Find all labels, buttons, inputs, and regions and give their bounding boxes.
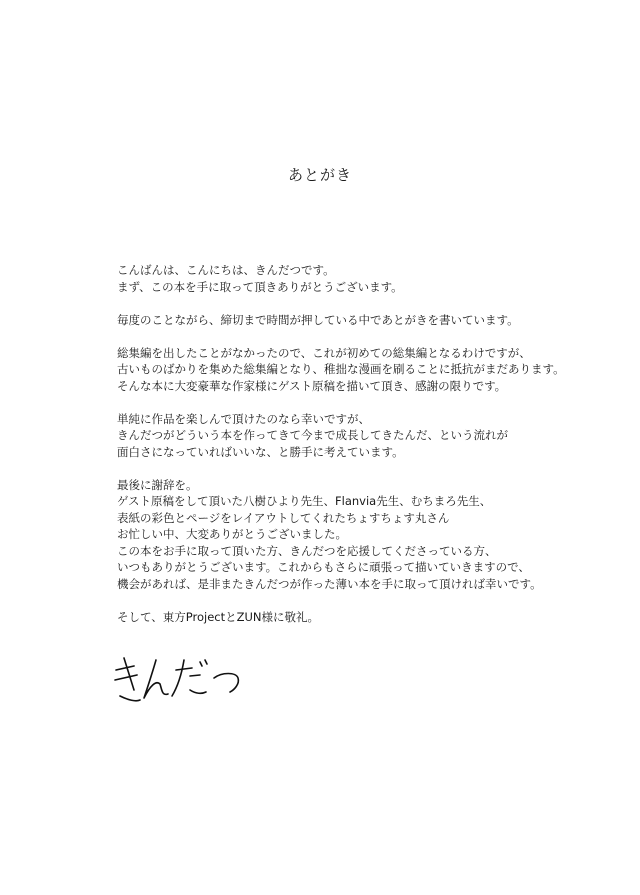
text-line: 表紙の彩色とページをレイアウトしてくれたちょすちょす丸さん xyxy=(117,510,450,525)
signature-drawing xyxy=(112,650,252,720)
text-line: この本をお手に取って頂いた方、きんだつを応援してくださっている方、 xyxy=(117,543,497,558)
paragraph-greeting xyxy=(117,262,617,295)
handwritten-signature xyxy=(112,650,252,720)
text-line: きんだつがどういう本を作ってきて今まで成長してきたんだ、という流れが xyxy=(117,428,508,442)
text-line: 毎度のことながら、締切まで時間が押している中であとがきを書いています。 xyxy=(117,312,519,327)
text-line: いつもありがとうございます。これからもさらに頑張って描いていきますので、 xyxy=(117,560,530,574)
text-line: まず、この本を手に取って頂きありがとうございます。 xyxy=(117,279,403,294)
paragraph-deadline xyxy=(117,312,617,329)
text-line: 面白さになっていればいいな、と勝手に考えています。 xyxy=(117,444,404,459)
page-title: あとがき xyxy=(287,166,352,184)
text-line: 最後に謝辞を。 xyxy=(117,477,198,492)
text-line: ゲスト原稿をして頂いた八樹ひより先生、Flanvia先生、むちまろ先生、 xyxy=(117,494,492,508)
text-line: 機会があれば、是非またきんだつが作った薄い本を手に取って頂ければ幸いです。 xyxy=(117,576,542,591)
text-line: そして、東方ProjectとZUN様に敬礼。 xyxy=(117,609,320,624)
text-line: こんばんは、こんにちは、きんだつです。 xyxy=(117,263,335,277)
text-line: 総集編を出したことがなかったので、これが初めての総集編となるわけですが、 xyxy=(117,345,531,360)
paragraph-compilation xyxy=(117,345,617,395)
paragraph-hope xyxy=(117,411,617,461)
text-line: 古いものばかりを集めた総集編となり、稚拙な漫画を刷ることに抵抗がまだあります。 xyxy=(117,362,565,376)
paragraph-salute xyxy=(117,609,617,626)
text-line: そんな本に大変豪華な作家様にゲスト原稿を描いて頂き、感謝の限りです。 xyxy=(117,378,507,393)
afterword-body xyxy=(117,262,617,642)
text-line: お忙しい中、大変ありがとうございました。 xyxy=(117,527,347,541)
text-line: 単純に作品を楽しんで頂けたのなら幸いですが、 xyxy=(117,411,370,426)
paragraph-acknowledgements xyxy=(117,477,617,593)
